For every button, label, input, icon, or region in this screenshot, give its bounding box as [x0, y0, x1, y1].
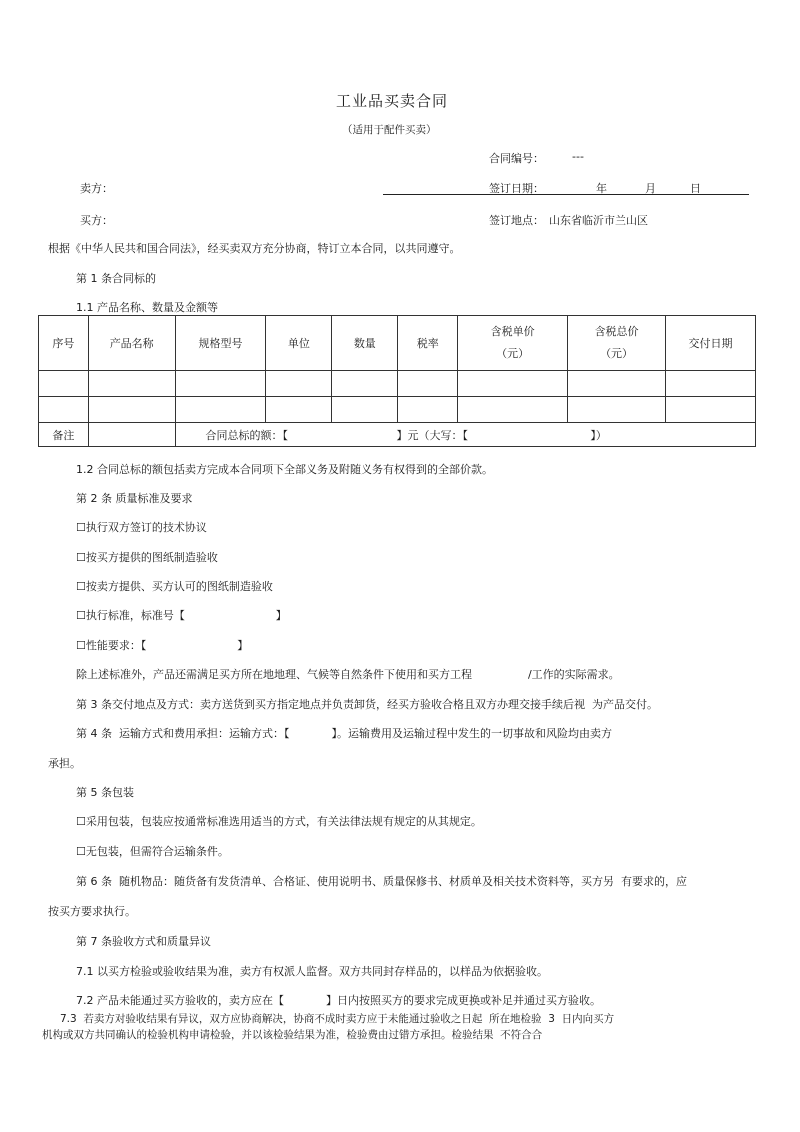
- document-title: 工业品买卖合同: [336, 92, 449, 110]
- cell[interactable]: [458, 397, 568, 423]
- article-7-heading: 第 7 条验收方式和质量异议: [76, 935, 211, 948]
- article-6-line-1: 第 6 条 随机物品：随货备有发货清单、合格证、使用说明书、质量保修书、材质单及相关技术资料等，买方另 有要求的，应: [76, 875, 687, 888]
- footer-remark-value[interactable]: [88, 423, 175, 447]
- cell[interactable]: [568, 397, 666, 423]
- cell[interactable]: [398, 397, 458, 423]
- cell[interactable]: [175, 371, 266, 397]
- header-product-name: 产品名称: [88, 316, 175, 371]
- document-subtitle: （适用于配件买卖）: [342, 124, 437, 136]
- article-3: 第 3 条交付地点及方式：卖方送货到买方指定地点并负责卸货，经买方验收合格且双方办理交接手续后视 为产品交付。: [76, 698, 658, 711]
- table-row: [39, 397, 756, 423]
- article-1-heading: 第 1 条合同标的: [76, 272, 156, 285]
- header-unit-price-line1: 含税单价: [490, 325, 535, 338]
- header-model: 规格型号: [175, 316, 266, 371]
- header-total-price-line2: （元）: [600, 347, 634, 360]
- seller-label: 卖方：: [80, 182, 113, 195]
- cell[interactable]: [88, 371, 175, 397]
- clause-1-2: 1.2 合同总标的额包括卖方完成本合同项下全部义务及附随义务有权得到的全部价款。: [76, 463, 493, 476]
- header-tax-rate: 税率: [398, 316, 458, 371]
- cell[interactable]: [39, 371, 89, 397]
- article-4-line-2: 承担。: [48, 757, 81, 770]
- table-footer-row: [39, 423, 756, 447]
- clause-7-3-line-1: 7.3 若卖方对验收结果有异议，双方应协商解决，协商不成时卖方应于未能通过验收之日起 所在地检验 3 日内向买方: [60, 1013, 615, 1025]
- contract-number-label: 合同编号：: [489, 152, 544, 165]
- cell[interactable]: [175, 397, 266, 423]
- article-5-option-2: ☐无包装，但需符合运输条件。: [76, 845, 229, 858]
- sign-date-month: 月: [645, 182, 656, 195]
- header-unit-price-line2: （元）: [496, 347, 530, 360]
- buyer-label: 买方：: [80, 214, 113, 227]
- sign-date-label: 签订日期：: [489, 182, 544, 195]
- header-delivery-date: 交付日期: [666, 316, 756, 371]
- article-2-heading: 第 2 条 质量标准及要求: [76, 492, 193, 505]
- footer-total-amount: 合同总标的额：【 】元（大写：【 】）: [175, 423, 755, 447]
- header-total-price-line1: 含税总价: [594, 325, 639, 338]
- sign-date-year: 年: [596, 182, 607, 195]
- article-2-option-4: ☐执行标准，标准号【 】: [76, 609, 287, 622]
- cell[interactable]: [568, 371, 666, 397]
- cell[interactable]: [266, 371, 332, 397]
- header-quantity: 数量: [332, 316, 398, 371]
- header-serial: 序号: [39, 316, 89, 371]
- article-6-line-2: 按买方要求执行。: [48, 905, 136, 918]
- header-total-price: [568, 316, 666, 371]
- clause-7-3-line-2: 机构或双方共同确认的检验机构申请检验，并以该检验结果为准，检验费由过错方承担。检验结果 不符合合: [42, 1029, 543, 1041]
- article-2-option-5: ☐性能要求：【 】: [76, 639, 249, 652]
- clause-7-1: 7.1 以买方检验或验收结果为准，卖方有权派人监督。双方共同封存样品的，以样品为依据验收。: [76, 965, 548, 978]
- intro-paragraph: 根据《中华人民共和国合同法》，经买卖双方充分协商，特订立本合同，以共同遵守。: [48, 242, 461, 255]
- header-unit-price: [458, 316, 568, 371]
- cell[interactable]: [39, 397, 89, 423]
- sign-date-day: 日: [690, 182, 701, 195]
- cell[interactable]: [666, 397, 756, 423]
- cell[interactable]: [88, 397, 175, 423]
- table-header-row: [39, 316, 756, 371]
- cell[interactable]: [266, 397, 332, 423]
- cell[interactable]: [332, 397, 398, 423]
- article-5-heading: 第 5 条包装: [76, 786, 134, 799]
- contract-number-value: ---: [572, 150, 584, 163]
- article-2-option-1: ☐执行双方签订的技术协议: [76, 521, 207, 534]
- items-table: [38, 315, 756, 447]
- cell[interactable]: [666, 371, 756, 397]
- cell[interactable]: [398, 371, 458, 397]
- article-4-line-1: 第 4 条 运输方式和费用承担：运输方式：【 】。运输费用及运输过程中发生的一切事故和风险均由卖方: [76, 727, 612, 740]
- sign-place-label: 签订地点：: [489, 214, 544, 227]
- clause-7-2: 7.2 产品未能通过买方验收的，卖方应在【 】日内按照买方的要求完成更换或补足并通过买方验收。: [76, 994, 601, 1007]
- table-row: [39, 371, 756, 397]
- article-2-extra: 除上述标准外，产品还需满足买方所在地地理、气候等自然条件下使用和买方工程 /工作的实际需求。: [76, 668, 620, 681]
- article-1-1-heading: 1.1 产品名称、数量及金额等: [76, 301, 218, 314]
- signature-rule: [383, 194, 749, 195]
- article-5-option-1: ☐采用包装，包装应按通常标准选用适当的方式，有关法律法规有规定的从其规定。: [76, 815, 482, 828]
- article-2-option-2: ☐按买方提供的图纸制造验收: [76, 551, 218, 564]
- cell[interactable]: [332, 371, 398, 397]
- footer-remark-label: 备注: [39, 423, 89, 447]
- cell[interactable]: [458, 371, 568, 397]
- article-2-option-3: ☐按卖方提供、买方认可的图纸制造验收: [76, 580, 273, 593]
- header-unit: 单位: [266, 316, 332, 371]
- sign-place-value: 山东省临沂市兰山区: [549, 214, 648, 227]
